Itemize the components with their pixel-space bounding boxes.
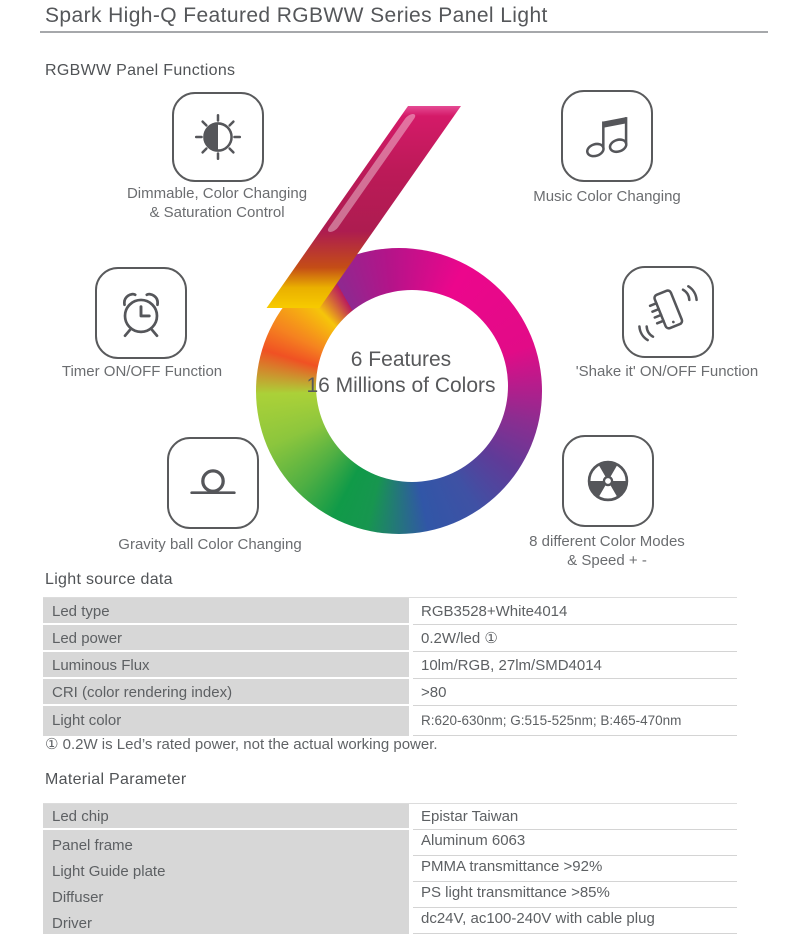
six-features-line2: 16 Millions of Colors	[306, 374, 496, 397]
material-table	[43, 803, 737, 934]
spec-row	[43, 679, 737, 706]
spec-label: Led type	[43, 598, 409, 625]
spec-row	[43, 830, 737, 856]
gravity-ball-icon	[182, 452, 244, 514]
feature-box-shake	[622, 266, 714, 358]
spec-row	[43, 598, 737, 625]
caption-line: Music Color Changing	[533, 188, 681, 205]
feature-box-gravity	[167, 437, 259, 529]
spec-value: PS light transmittance >85%	[413, 882, 737, 908]
feature-box-color-modes	[562, 435, 654, 527]
feature-box-timer	[95, 267, 187, 359]
spec-label: Diffuser	[43, 882, 409, 908]
spec-row	[43, 625, 737, 652]
dimmer-sun-icon	[187, 106, 249, 168]
caption-line: 'Shake it' ON/OFF Function	[575, 363, 759, 380]
feature-caption-gravity	[80, 535, 340, 554]
spec-label: Light Guide plate	[43, 856, 409, 882]
music-note-icon	[576, 105, 638, 167]
spec-value: Aluminum 6063	[413, 830, 737, 856]
caption-line: & Speed + -	[567, 552, 647, 569]
spec-label: Panel frame	[43, 830, 409, 856]
alarm-clock-icon	[110, 282, 172, 344]
spec-label: Led chip	[43, 804, 409, 830]
light-source-heading: Light source data	[45, 571, 173, 588]
spec-label: Luminous Flux	[43, 652, 409, 679]
spec-label: Led power	[43, 625, 409, 652]
material-heading: Material Parameter	[45, 771, 187, 788]
spec-value: PMMA transmittance >92%	[413, 856, 737, 882]
spec-row	[43, 804, 737, 830]
spec-row	[43, 882, 737, 908]
caption-line: Dimmable, Color Changing	[126, 185, 308, 202]
spec-value: >80	[413, 679, 737, 706]
spec-value: 10lm/RGB, 27lm/SMD4014	[413, 652, 737, 679]
spec-value: dc24V, ac100-240V with cable plug	[413, 908, 737, 934]
six-features-line1: 6 Features	[350, 348, 452, 371]
feature-caption-timer	[12, 362, 272, 381]
page-title: Spark High-Q Featured RGBWW Series Panel Light	[45, 4, 548, 27]
spec-value: R:620-630nm; G:515-525nm; B:465-470nm	[413, 706, 737, 736]
caption-line: Gravity ball Color Changing	[118, 536, 302, 553]
feature-box-music	[561, 90, 653, 182]
spec-row	[43, 908, 737, 934]
title-divider	[40, 31, 768, 33]
feature-caption-music	[477, 187, 737, 206]
functions-heading: RGBWW Panel Functions	[45, 62, 236, 79]
light-source-table	[43, 597, 737, 736]
feature-caption-dimmable	[87, 184, 347, 222]
spec-row	[43, 652, 737, 679]
feature-caption-shake	[537, 362, 797, 381]
spec-label: CRI (color rendering index)	[43, 679, 409, 706]
caption-line: Timer ON/OFF Function	[61, 363, 223, 380]
spec-value: RGB3528+White4014	[413, 598, 737, 625]
light-source-footnote: ① 0.2W is Led’s rated power, not the actual working power.	[45, 736, 438, 753]
spec-label: Driver	[43, 908, 409, 934]
spec-row	[43, 706, 737, 736]
feature-caption-color-modes	[477, 532, 737, 570]
color-wheel-icon	[577, 450, 639, 512]
spec-label: Light color	[43, 706, 409, 736]
feature-box-dimmable	[172, 92, 264, 182]
six-features-caption	[266, 347, 536, 399]
caption-line: 8 different Color Modes	[529, 533, 685, 550]
caption-line: & Saturation Control	[149, 204, 285, 221]
spec-value: Epistar Taiwan	[413, 804, 737, 830]
spec-value: 0.2W/led ①	[413, 625, 737, 652]
spec-row	[43, 856, 737, 882]
shake-phone-icon	[637, 281, 699, 343]
